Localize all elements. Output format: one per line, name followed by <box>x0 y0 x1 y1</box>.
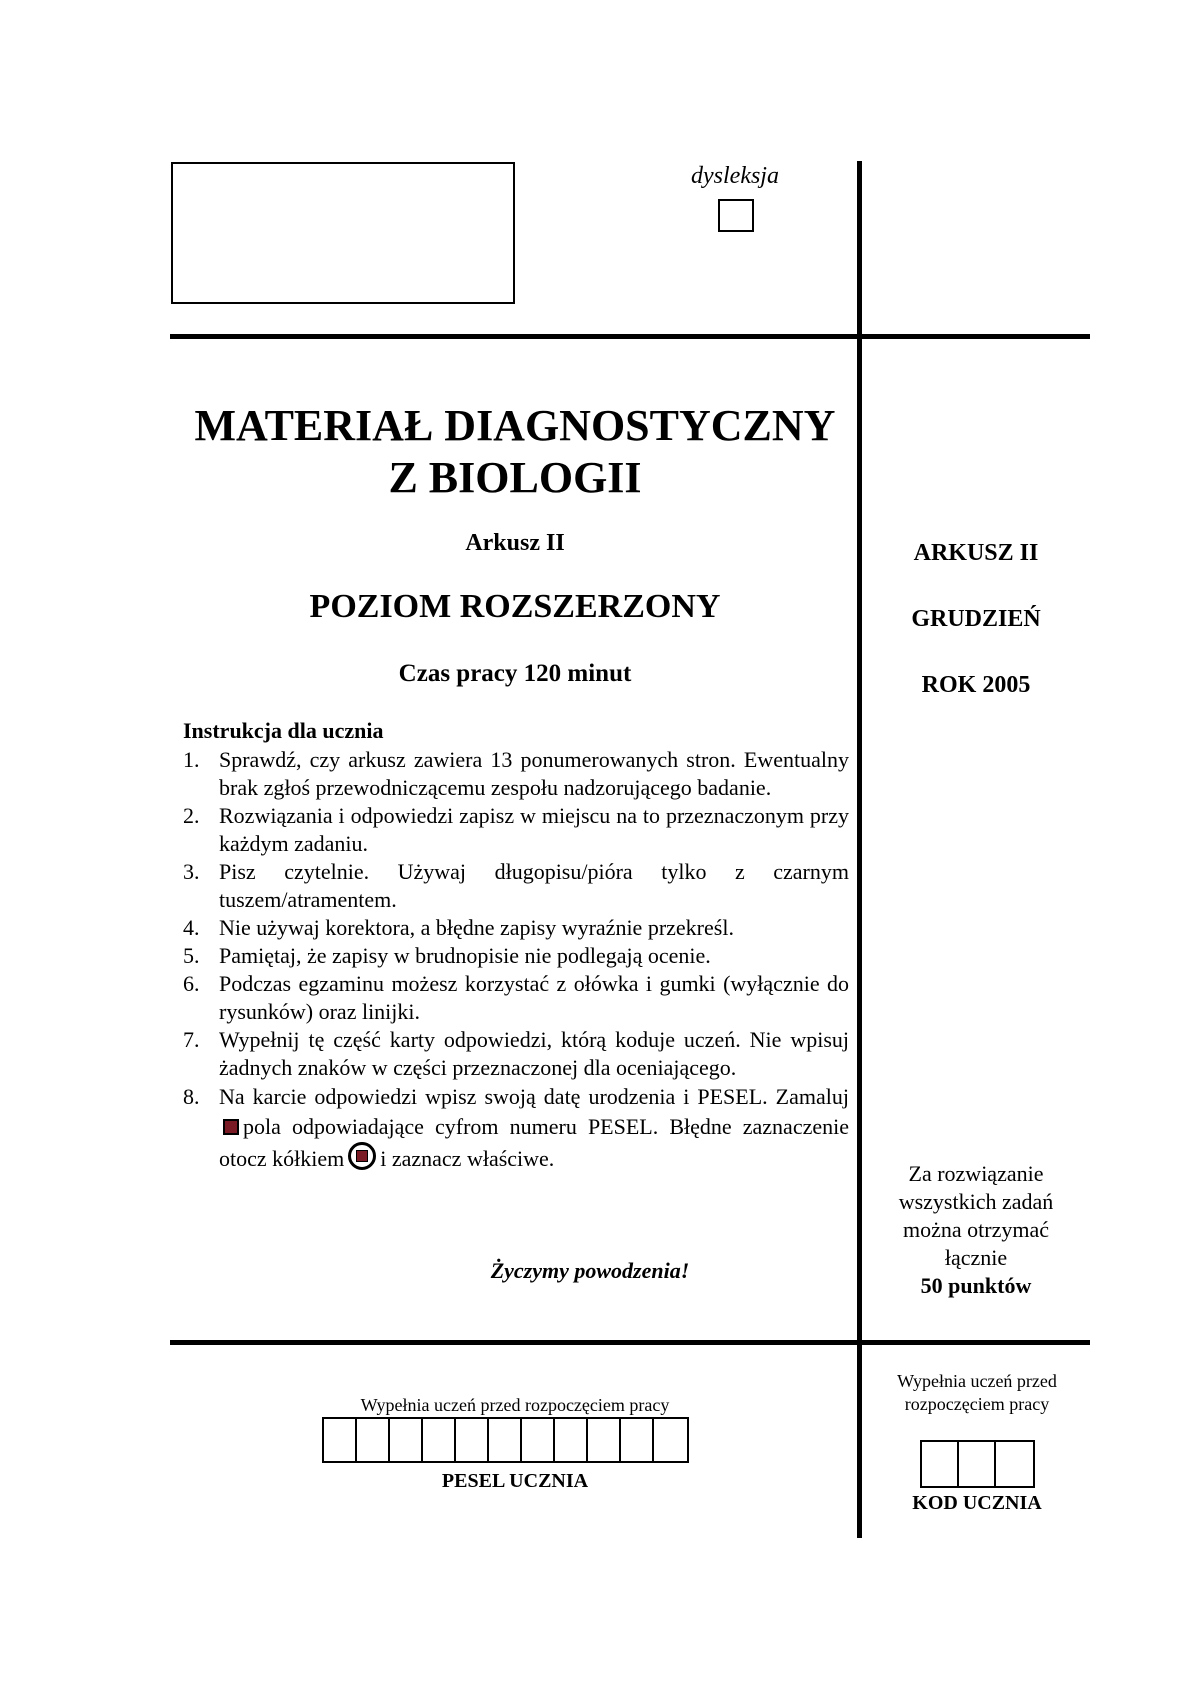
instruction-item: 5. Pamiętaj, że zapisy w brudnopisie nie podlegają ocenie. <box>183 943 711 968</box>
pesel-digit-cell[interactable] <box>555 1419 588 1461</box>
instructions-list <box>183 746 849 1174</box>
circled-square-icon <box>348 1142 376 1170</box>
instruction-item: 3. Pisz czytelnie. Używaj długopisu/pióra tylko z czarnym tuszem/atramentem. <box>183 859 849 912</box>
pesel-digit-cell[interactable] <box>522 1419 555 1461</box>
school-stamp-box <box>171 162 515 304</box>
good-luck-text: Życzymy powodzenia! <box>490 1258 690 1283</box>
pesel-digit-cell[interactable] <box>423 1419 456 1461</box>
dyslexia-label: dysleksja <box>691 163 779 189</box>
pesel-digit-cell[interactable] <box>621 1419 654 1461</box>
pesel-digit-cell[interactable] <box>324 1419 357 1461</box>
sidebar-sheet: ARKUSZ II <box>913 540 1039 566</box>
exam-title-line1: MATERIAŁ DIAGNOSTYCZNY <box>194 401 836 450</box>
kod-digit-cell[interactable] <box>959 1442 996 1486</box>
dyslexia-checkbox[interactable] <box>718 199 754 232</box>
sidebar-month: GRUDZIEŃ <box>911 606 1041 632</box>
pesel-caption: PESEL UCZNIA <box>441 1470 589 1492</box>
exam-title-line2: Z BIOLOGII <box>388 453 642 502</box>
top-divider <box>170 334 1090 339</box>
time-label: Czas pracy 120 minut <box>398 660 632 687</box>
kod-caption: KOD UCZNIA <box>912 1492 1042 1514</box>
pesel-digit-cell[interactable] <box>588 1419 621 1461</box>
pesel-digit-cell[interactable] <box>654 1419 687 1461</box>
kod-digit-cell[interactable] <box>922 1442 959 1486</box>
kod-grid <box>920 1440 1035 1488</box>
instruction-item: 1. Sprawdź, czy arkusz zawiera 13 ponumerowanych stron. Ewentualny brak zgłoś przewodniczącemu zespołu nadzorującego badanie. <box>183 747 849 800</box>
instruction-item: 7. Wypełnij tę część karty odpowiedzi, którą koduje uczeń. Nie wpisuj żadnych znaków w części przeznaczonej dla oceniającego. <box>183 1027 849 1080</box>
pesel-digit-cell[interactable] <box>390 1419 423 1461</box>
filled-square-icon <box>223 1119 239 1135</box>
points-total: 50 punktów <box>920 1273 1032 1298</box>
bottom-divider <box>170 1340 1090 1345</box>
level-label: POZIOM ROZSZERZONY <box>309 588 721 625</box>
points-note: Za rozwiązanie wszystkich zadań można otrzymać łącznie 50 punktów <box>870 1160 1082 1300</box>
exam-title <box>170 400 860 504</box>
kod-digit-cell[interactable] <box>996 1442 1033 1486</box>
pesel-digit-cell[interactable] <box>456 1419 489 1461</box>
instruction-item-8: 8. Na karcie odpowiedzi wpisz swoją datę urodzenia i PESEL. Zamalujpola odpowiadające cyfrom numeru PESEL. Błędne zaznaczenie otocz kółkiem i zaznacz właściwe. <box>183 1084 849 1171</box>
kod-fill-label: Wypełnia uczeń przed rozpoczęciem pracy <box>897 1371 1057 1414</box>
sidebar-year: ROK 2005 <box>921 672 1031 698</box>
instruction-item: 2. Rozwiązania i odpowiedzi zapisz w miejscu na to przeznaczonym przy każdym zadaniu. <box>183 803 849 856</box>
pesel-grid <box>322 1417 689 1463</box>
pesel-fill-label: Wypełnia uczeń przed rozpoczęciem pracy <box>360 1395 670 1415</box>
pesel-digit-cell[interactable] <box>489 1419 522 1461</box>
sheet-label: Arkusz II <box>465 530 565 556</box>
pesel-digit-cell[interactable] <box>357 1419 390 1461</box>
instruction-item: 6. Podczas egzaminu możesz korzystać z ołówka i gumki (wyłącznie do rysunków) oraz linijki. <box>183 971 849 1024</box>
instruction-item: 4. Nie używaj korektora, a błędne zapisy wyraźnie przekreśl. <box>183 915 734 940</box>
vertical-divider <box>857 161 862 1538</box>
instructions-heading: Instrukcja dla ucznia <box>183 718 384 743</box>
